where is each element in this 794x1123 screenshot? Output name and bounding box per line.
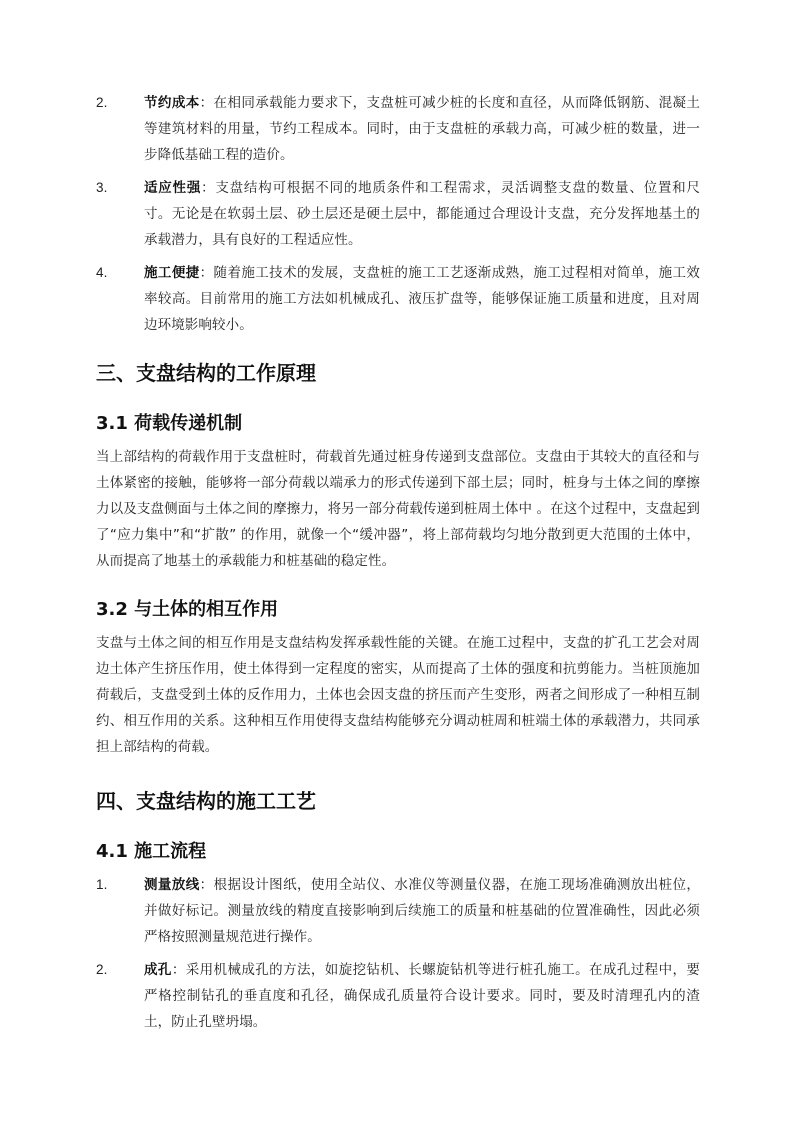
list-number: 2. — [96, 962, 108, 977]
subsection-3-1-paragraph: 当上部结构的荷载作用于支盘桩时，荷载首先通过桩身传递到支盘部位。支盘由于其较大的直径和与土体紧密的接触，能够将一部分荷载以端承力的形式传递到下部土层；同时，桩身与土体之间的摩擦力以及支盘侧面与土体之间的摩擦力，将另一部分荷载传递到桩周土体中 。在这个过程中，支盘起到了“应力集中”和“扩散” 的作用，就像一个“缓冲器”，将上部荷载均匀地分散到更大范围的土体中，从而提高了地基土的承载能力和桩基础的稳定性。 — [96, 449, 700, 569]
list-item-text: ：随着施工技术的发展，支盘桩的施工工艺逐渐成熟，施工过程相对简单，施工效率较高。目前常用的施工方法如机械成孔、液压扩盘等，能够保证施工质量和进度，且对周边环境影响较小。 — [144, 265, 700, 333]
subsection-3-2-heading: 3.2 与土体的相互作用 — [96, 599, 279, 620]
list-item-title: 测量放线 — [144, 877, 200, 893]
list-item-text: ：支盘结构可根据不同的地质条件和工程需求，灵活调整支盘的数量、位置和尺寸。无论是在软弱土层、砂土层还是硬土层中，都能通过合理设计支盘，充分发挥地基土的承载潜力，具有良好的工程适应性。 — [144, 180, 701, 248]
list-item-title: 成孔 — [144, 962, 172, 978]
list-item-title: 施工便捷 — [144, 265, 200, 281]
section-4-heading: 四、支盘结构的施工工艺 — [96, 789, 316, 813]
list-item-text: ：采用机械成孔的方法，如旋挖钻机、长螺旋钻机等进行桩孔施工。在成孔过程中，要严格控制钻孔的垂直度和孔径，确保成孔质量符合设计要求。同时，要及时清理孔内的渣土，防止孔壁坍塌。 — [144, 962, 700, 1030]
subsection-3-1-heading: 3.1 荷载传递机制 — [96, 413, 243, 434]
list-number: 4. — [96, 265, 108, 280]
list-item — [96, 260, 700, 338]
list-item-title: 适应性强 — [144, 180, 202, 196]
list-item-title: 节约成本 — [144, 95, 200, 111]
list-item — [96, 957, 700, 1035]
document-page — [96, 90, 700, 1042]
list-number: 3. — [96, 180, 108, 195]
list-number: 2. — [96, 95, 108, 110]
section-3-heading: 三、支盘结构的工作原理 — [96, 361, 316, 385]
list-item-text: ：在相同承载能力要求下，支盘桩可减少桩的长度和直径，从而降低钢筋、混凝土等建筑材料的用量，节约工程成本。同时，由于支盘桩的承载力高，可减少桩的数量，进一步降低基础工程的造价。 — [144, 95, 700, 163]
list-item-text: ：根据设计图纸，使用全站仪、水准仪等测量仪器，在施工现场准确测放出桩位，并做好标记。测量放线的精度直接影响到后续施工的质量和桩基础的位置准确性，因此必须严格按照测量规范进行操作。 — [144, 877, 700, 945]
list-number: 1. — [96, 877, 108, 892]
subsection-3-2-paragraph: 支盘与土体之间的相互作用是支盘结构发挥承载性能的关键。在施工过程中，支盘的扩孔工艺会对周边土体产生挤压作用，使土体得到一定程度的密实，从而提高了土体的强度和抗剪能力。当桩顶施加荷载后，支盘受到土体的反作用力，土体也会因支盘的挤压而产生变形，两者之间形成了一种相互制约、相互作用的关系。这种相互作用使得支盘结构能够充分调动桩周和桩端土体的承载潜力，共同承担上部结构的荷载。 — [96, 635, 700, 755]
list-item — [96, 872, 700, 950]
subsection-4-1-heading: 4.1 施工流程 — [96, 841, 207, 862]
benefit-list — [96, 90, 700, 338]
list-item — [96, 175, 700, 253]
process-step-list — [96, 872, 700, 1035]
list-item — [96, 90, 700, 168]
